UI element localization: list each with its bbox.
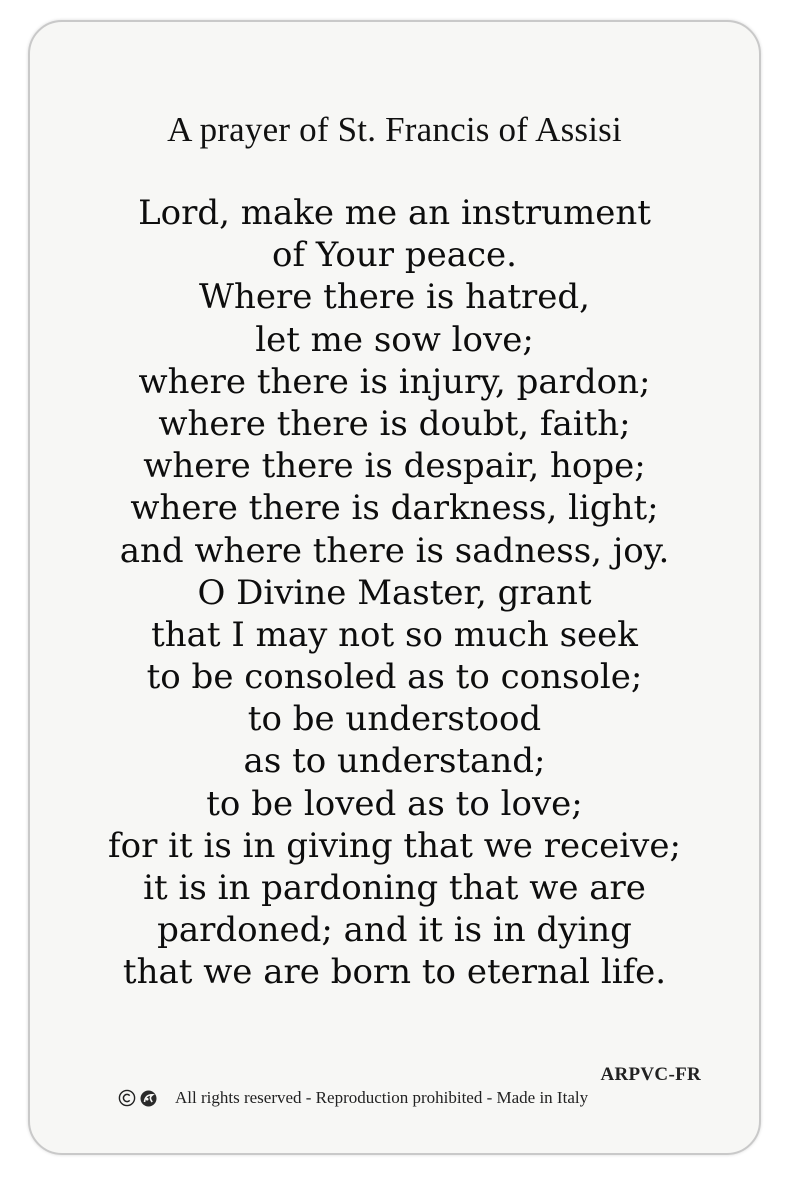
brand-logo [140, 1090, 157, 1107]
prayer-line: where there is darkness, light; [130, 488, 659, 529]
prayer-line: let me sow love; [255, 319, 534, 360]
prayer-line: of Your peace. [272, 235, 517, 276]
copyright-icon [118, 1089, 136, 1107]
prayer-line: as to understand; [243, 741, 546, 782]
footer-text: All rights reserved - Reproduction prohibited - Made in Italy [175, 1088, 589, 1107]
prayer-line: to be understood [247, 699, 542, 740]
prayer-line: to be loved as to love; [206, 783, 583, 824]
product-code: ARPVC-FR [600, 1064, 701, 1085]
prayer-line: where there is doubt, faith; [158, 403, 631, 444]
prayer-line: where there is despair, hope; [143, 446, 646, 487]
prayer-line: and where there is sadness, joy. [119, 530, 670, 571]
prayer-line: pardoned; and it is in dying [157, 910, 632, 951]
prayer-line: Lord, make me an instrument [138, 193, 651, 233]
prayer-line: Where there is hatred, [199, 277, 590, 318]
prayer-line: that I may not so much seek [151, 614, 638, 655]
prayer-text [0, 192, 789, 994]
prayer-line: it is in pardoning that we are [143, 868, 646, 908]
prayer-title: A prayer of St. Francis of Assisi [167, 110, 622, 149]
prayer-line: that we are born to eternal life. [122, 952, 667, 993]
prayer-line: O Divine Master, grant [197, 572, 592, 613]
prayer-line: where there is injury, pardon; [138, 361, 651, 402]
prayer-line: for it is in giving that we receive; [108, 825, 681, 866]
footer [118, 1086, 588, 1110]
prayer-line: to be consoled as to console; [146, 657, 643, 698]
